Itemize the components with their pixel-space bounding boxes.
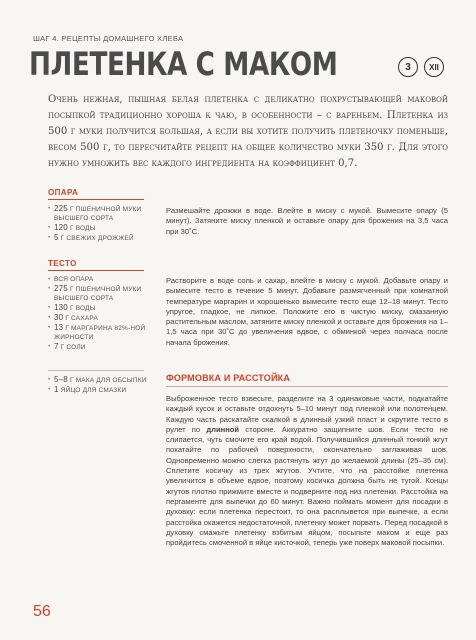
page-title: ПЛЕТЕНКА С МАКОМ <box>29 45 338 83</box>
intro-paragraph: Очень нежная, пышная белая плетенка с деликатно похрустывающей маковой посыпкой традиционно хороша к чаю, в особенности – с вареньем. Плетенка из 500 г муки получится большая, а если вы хотите получить плетеночку поменьше, весом 500 г, то пересчитайте рецепт на общее количество муки 350 г. Для этого нужно умножить вес каждого ингредиента на коэффициент 0,7. <box>48 94 448 169</box>
ingredient-item: • 5–8 Г МАКА ДЛЯ ОБСЫПКИ <box>48 375 148 385</box>
forming-text: Выброженное тесто взвесьте, разделите на 3 одинаковые части, подкатайте каждый кусок и оставьте отдохнуть 5–10 минут под пленкой или полотенцем. Каждую часть раскатайте скалкой в длинный узкий пласт и скрутите тесто в рулет по длинной стороне. Аккуратно защипните шов. Если тесто не слипается, чуть смочите его край водой. Получившийся длинный тонкий жгут покатайте по рабочей поверхности, окончательно заглаживая шов. Одновременно можно слегка растянуть жгут до желаемой длины (25–35 см). Сплетите косичку из трех жгутов. Учтите, что на расстойке плетенка увеличится в объеме вдвое, поэтому косичка должна быть не тугой. Концы жгутов плотно прижмите вместе и подверните под низ плетенки. Расстойка на пергаменте для выпечки до 60 минут. Важно поймать момент для посадки в духовку: если плетенка перестоит, то она расплывется при выпечке, а если расстойка окажется недостаточной, плетенку может порвать. Перед посадкой в духовку смажьте плетенку взбитым яйцом, посыпьте маком и еще раз пройдитесь смоченной в яйце кисточкой, теперь уже поверх маковой посыпки. <box>166 394 448 548</box>
testo-instruction: Растворите в воде соль и сахар, влейте в миску с мукой. Добавьте опару и вымесите тесто в течение 5 минут. Добавьте размягченный при комнатной температуре маргарин и хорошенько вымесите тесто еще 12–18 минут. Тесто упругое, гладкое, не липкое. Положите его в чистую миску, смазанную растительным маслом, затяните миску пленкой и оставьте для брожения на 1–1,5 часа при 30˚С до увеличения вдвое, с обминкой через полчаса после начала брожения. <box>166 276 448 347</box>
page-number: 56 <box>33 603 51 620</box>
ingredient-item: • 7 Г СОЛИ <box>48 342 148 352</box>
ingredient-item: • 275 Г ПШЕНИЧНОЙ МУКИ ВЫСШЕГО СОРТА <box>48 284 148 303</box>
testo-extra-ingredients <box>48 375 148 395</box>
opara-heading: ОПАРА <box>48 188 79 197</box>
ingredient-item: • 120 Г ВОДЫ <box>48 223 148 233</box>
ingredient-item: • 1 ЯЙЦО ДЛЯ СМАЗКИ <box>48 385 148 395</box>
forming-heading: ФОРМОВКА И РАССТОЙКА <box>166 373 291 383</box>
testo-divider <box>48 270 144 271</box>
ingredient-item: • ВСЯ ОПАРА <box>48 275 148 284</box>
testo-extra-divider <box>48 370 144 371</box>
testo-heading: ТЕСТО <box>48 259 77 268</box>
ingredient-item: • 130 Г ВОДЫ <box>48 303 148 313</box>
forming-divider <box>166 386 448 387</box>
badge-roman: XII <box>424 57 444 77</box>
ingredient-item: • 30 Г САХАРА <box>48 313 148 323</box>
ingredient-item: • 225 Г ПШЕНИЧНОЙ МУКИ ВЫСШЕГО СОРТА <box>48 204 148 223</box>
testo-ingredients <box>48 275 148 352</box>
ingredient-item: • 5 Г СВЕЖИХ ДРОЖЖЕЙ <box>48 233 148 243</box>
opara-instruction: Размешайте дрожжи в воде. Влейте в миску с мукой. Вымесите опару (5 минут). Затяните миску пленкой и оставьте опару для брожения на 3,5 часа при 30˚С. <box>166 206 448 236</box>
ingredient-item: • 13 Г МАРГАРИНА 82%-НОЙ ЖИРНОСТИ <box>48 323 148 342</box>
step-label: ШАГ 4. РЕЦЕПТЫ ДОМАШНЕГО ХЛЕБА <box>33 34 184 43</box>
opara-ingredients <box>48 204 148 243</box>
opara-divider <box>48 199 144 200</box>
badge-number: 3 <box>398 57 418 77</box>
